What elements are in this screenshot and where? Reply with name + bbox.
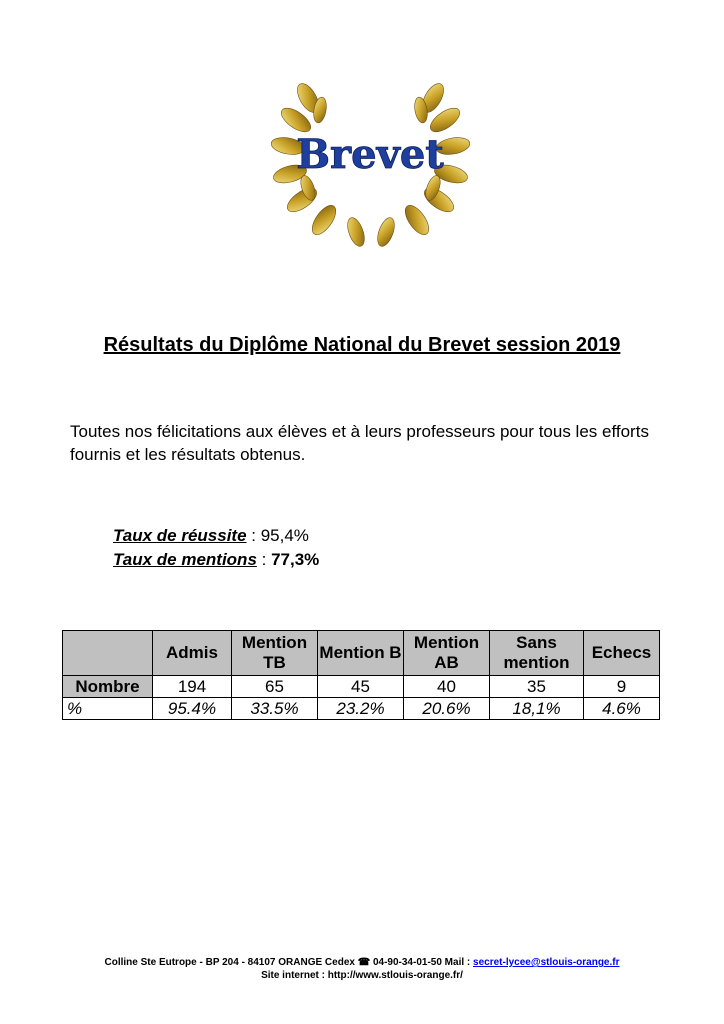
header-cell: Mention B — [318, 631, 404, 676]
table-cell: 45 — [318, 676, 404, 698]
header-cell: Mention TB — [232, 631, 318, 676]
laurel-wreath-icon — [268, 80, 473, 250]
table-cell: 4.6% — [584, 698, 660, 720]
logo-text: Brevet — [296, 131, 444, 178]
mention-rate-label: Taux de mentions — [113, 550, 257, 569]
mention-rate-value: 77,3% — [271, 550, 320, 569]
footer-address: Colline Ste Eutrope - BP 204 - 84107 ORANGE Cedex ☎ 04-90-34-01-50 Mail : — [104, 957, 474, 968]
table-cell: 23.2% — [318, 698, 404, 720]
footer-contact-line — [0, 956, 724, 969]
table-cell: 40 — [404, 676, 490, 698]
page-title: Résultats du Diplôme National du Brevet session 2019 — [103, 334, 621, 356]
table-header-row — [63, 631, 660, 676]
success-rate-label: Taux de réussite — [113, 526, 247, 545]
table-row — [63, 676, 660, 698]
header-cell: Sans mention — [490, 631, 584, 676]
header-cell: Mention AB — [404, 631, 490, 676]
table-cell: 18,1% — [490, 698, 584, 720]
intro-paragraph: Toutes nos félicitations aux élèves et à leurs professeurs pour tous les efforts fournis et les résultats obtenus. — [70, 422, 649, 464]
table-cell: 20.6% — [404, 698, 490, 720]
mention-rate — [113, 550, 319, 570]
table-cell: 35 — [490, 676, 584, 698]
results-table — [62, 630, 660, 720]
row-label: Nombre — [63, 676, 153, 698]
table-cell: 9 — [584, 676, 660, 698]
success-rate-separator: : — [246, 526, 261, 545]
success-rate-value: 95,4% — [260, 526, 309, 545]
table-cell: 65 — [232, 676, 318, 698]
mention-rate-separator: : — [256, 550, 272, 569]
footer-website: Site internet : http://www.stlouis-orange.fr/ — [261, 970, 463, 981]
row-label: % — [63, 698, 153, 720]
brevet-logo — [268, 80, 473, 250]
header-cell — [63, 631, 153, 676]
footer-email-link[interactable]: secret-lycee@stlouis-orange.fr — [473, 957, 620, 968]
page-footer — [0, 956, 724, 982]
success-rate — [113, 526, 309, 546]
header-cell: Echecs — [584, 631, 660, 676]
table-cell: 95.4% — [153, 698, 232, 720]
header-cell: Admis — [153, 631, 232, 676]
table-row — [63, 698, 660, 720]
table-cell: 194 — [153, 676, 232, 698]
table-cell: 33.5% — [232, 698, 318, 720]
